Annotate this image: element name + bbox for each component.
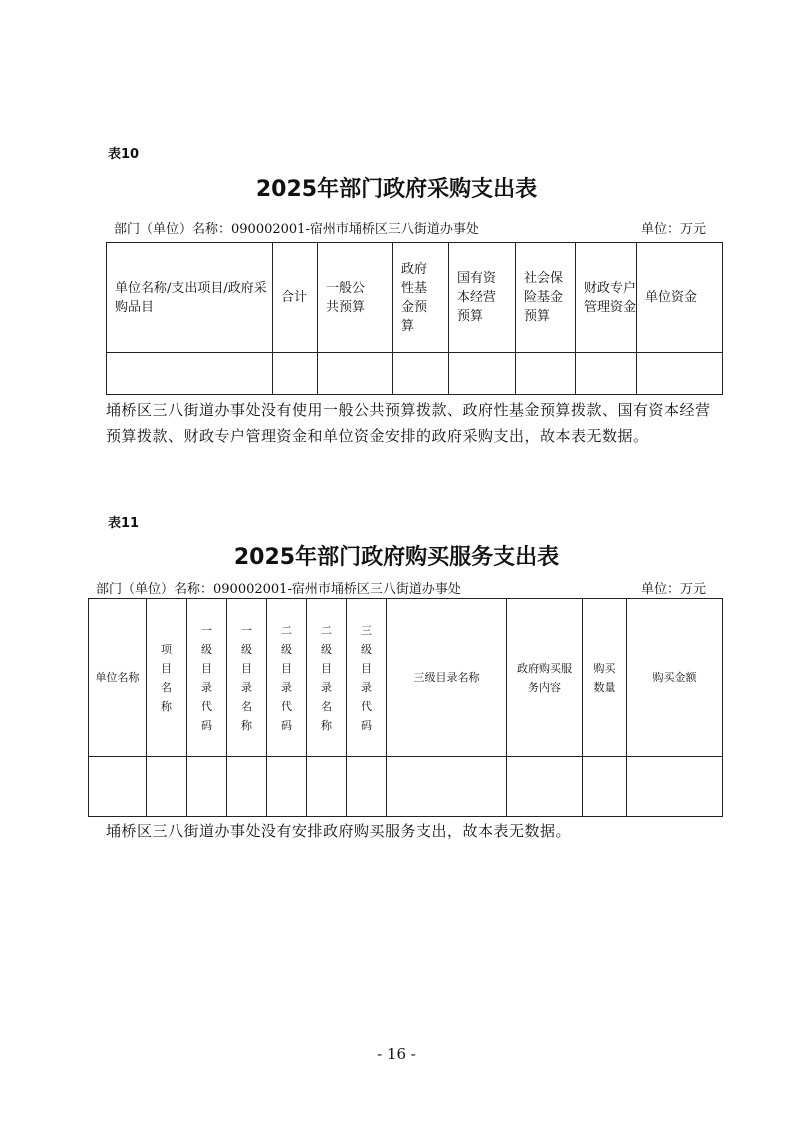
table11-header-cell	[583, 599, 627, 757]
table10-title: 2025年部门政府采购支出表	[255, 177, 538, 202]
table11	[88, 598, 723, 817]
table11-header-text: 政府购买服务内容	[517, 661, 572, 694]
table11-header-cell	[89, 599, 147, 757]
table10-label: 表10	[108, 147, 140, 162]
table11-header-cell	[187, 599, 227, 757]
table10-header-cell: 一般公共预算	[318, 243, 393, 353]
table11-header-cell: 购买金额	[627, 599, 723, 757]
table11-header-text: 购买数量	[593, 661, 616, 694]
table11-header-cell	[147, 599, 187, 757]
table11-header-cell	[347, 599, 387, 757]
table11-header-cell	[267, 599, 307, 757]
page-number: - 16 -	[377, 1045, 416, 1063]
table11-label: 表11	[108, 516, 140, 531]
table10-header-cell: 国有资本经营预算	[449, 243, 516, 353]
table11-header-cell	[307, 599, 347, 757]
table11-empty-row	[89, 757, 723, 817]
table10-dept: 部门（单位）名称：090002001-宿州市埇桥区三八街道办事处	[114, 222, 479, 237]
table11-header-text: 三级目录代码	[361, 623, 372, 732]
table11-header-text: 单位名称	[95, 671, 140, 684]
table10	[106, 242, 723, 395]
table10-unit: 单位：万元	[641, 222, 707, 237]
table11-header-cell	[507, 599, 583, 757]
table11-dept: 部门（单位）名称：090002001-宿州市埇桥区三八街道办事处	[96, 582, 461, 597]
table11-header-text: 一级目录名称	[241, 623, 252, 732]
table11-header-text: 项目名称	[161, 642, 172, 713]
table11-title: 2025年部门政府购买服务支出表	[233, 545, 560, 570]
table11-header-cell: 三级目录名称	[387, 599, 507, 757]
table10-header-cell: 单位资金	[637, 243, 723, 353]
table11-header-cell	[227, 599, 267, 757]
table10-note: 埇桥区三八街道办事处没有使用一般公共预算拨款、政府性基金预算拨款、国有资本经营预算拨款、财政专户管理资金和单位资金安排的政府采购支出，故本表无数据。	[106, 401, 711, 445]
table10-header-cell: 合计	[273, 243, 318, 353]
table10-header-cell: 单位名称/支出项目/政府采购品目	[107, 243, 273, 353]
table11-header-text: 二级目录名称	[321, 623, 332, 732]
table11-note: 埇桥区三八街道办事处没有安排政府购买服务支出，故本表无数据。	[106, 822, 572, 840]
table10-header-cell: 社会保险基金预算	[516, 243, 576, 353]
table11-header-text: 二级目录代码	[281, 623, 292, 732]
table10-header-cell: 财政专户管理资金	[576, 243, 637, 353]
table11-header-text: 一级目录代码	[201, 623, 212, 732]
table11-unit: 单位：万元	[641, 582, 707, 597]
table10-empty-row	[107, 353, 723, 395]
table10-header-cell: 政府性基金预算	[393, 243, 449, 353]
